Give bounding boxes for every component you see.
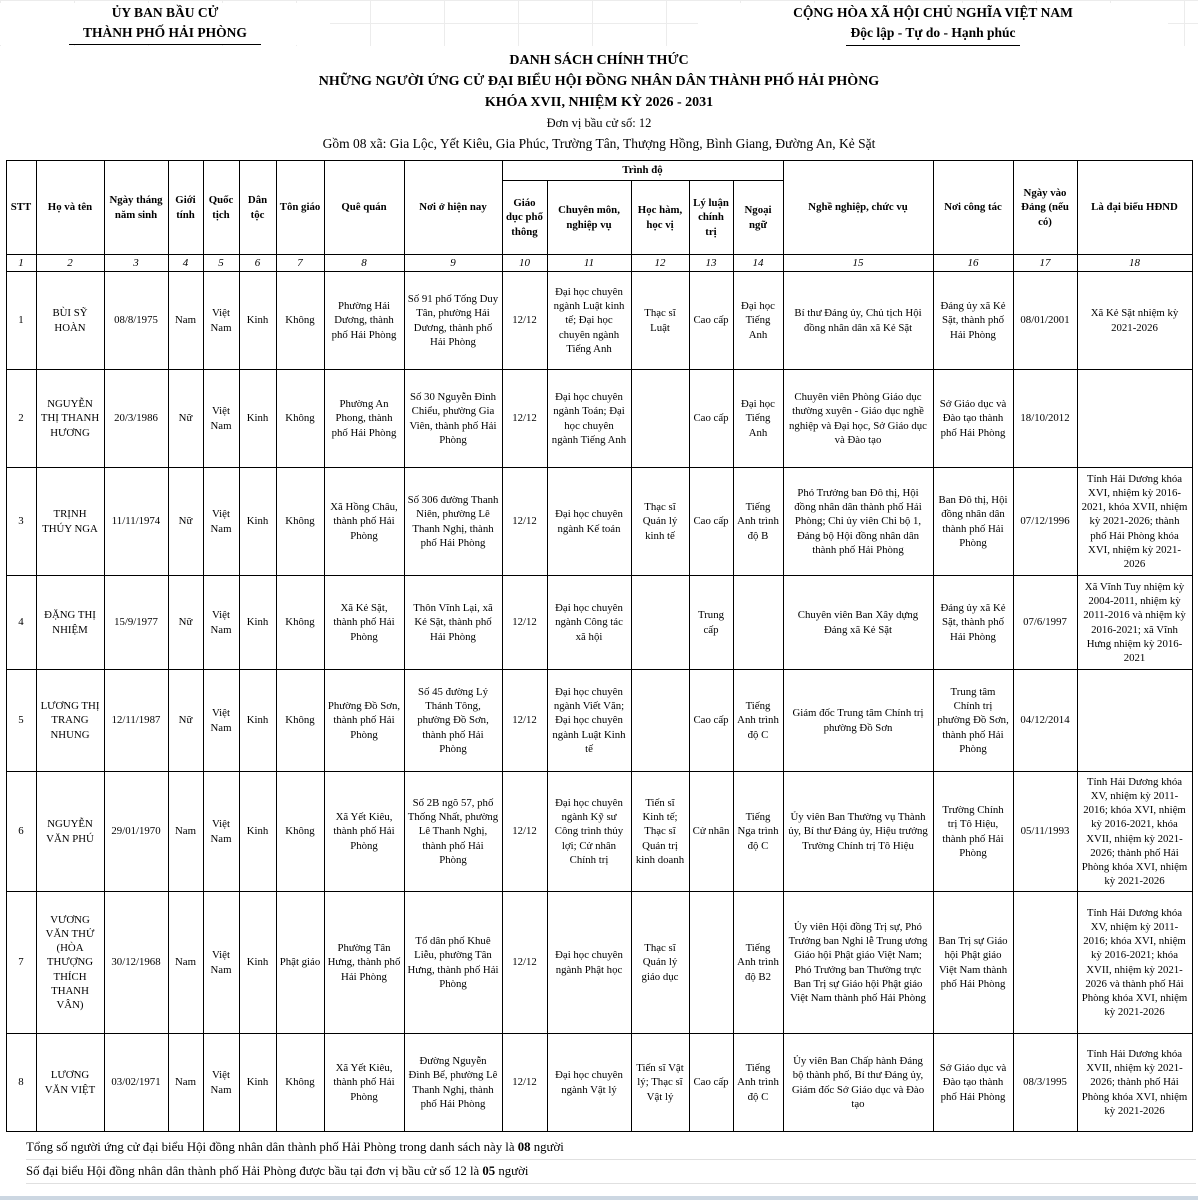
top-header <box>0 0 1198 46</box>
table-cell: Số 91 phố Tống Duy Tân, phường Hải Dương, thành phố Hải Phòng <box>404 272 502 370</box>
table-cell: Cao cấp <box>689 272 733 370</box>
table-cell <box>1013 892 1077 1034</box>
table-cell: 8 <box>6 1034 36 1132</box>
national-motto-block <box>698 3 1168 46</box>
column-header-dob: Ngày tháng năm sinh <box>104 161 168 255</box>
table-cell: 12/12 <box>502 272 547 370</box>
table-cell: Không <box>276 772 324 892</box>
title-line3: KHÓA XVII, NHIỆM KỲ 2026 - 2031 <box>484 95 714 110</box>
table-cell: Tiến sĩ Vật lý; Thạc sĩ Vật lý <box>631 1034 689 1132</box>
table-cell: Bí thư Đảng ủy, Chủ tịch Hội đồng nhân dân xã Kẻ Sặt <box>783 272 933 370</box>
table-cell: 29/01/1970 <box>104 772 168 892</box>
summary-footer <box>0 1132 1198 1184</box>
elected-delegates-count: 05 <box>482 1164 496 1178</box>
org-name-text: THÀNH PHỐ HẢI PHÒNG <box>83 25 247 40</box>
table-cell: Đại học chuyên ngành Kỹ sư Công trình thủy lợi; Cử nhân Chính trị <box>547 772 631 892</box>
table-cell: Kinh <box>239 670 276 772</box>
table-cell: 03/02/1971 <box>104 1034 168 1132</box>
table-cell: Tiếng Anh trình độ B <box>733 468 783 576</box>
column-header-specialty: Chuyên môn, nghiệp vụ <box>547 181 631 255</box>
table-cell: Thạc sĩ Quản lý giáo dục <box>631 892 689 1034</box>
column-number: 7 <box>276 255 324 272</box>
table-cell: 12/12 <box>502 670 547 772</box>
column-header-delegate: Là đại biểu HĐND <box>1077 161 1192 255</box>
table-cell: Đại học chuyên ngành Kế toán <box>547 468 631 576</box>
table-cell: Việt Nam <box>203 670 239 772</box>
table-cell: 12/12 <box>502 468 547 576</box>
table-cell: Ủy viên Ban Chấp hành Đảng bộ thành phố, Bí thư Đảng ủy, Giám đốc Sở Giáo dục và Đào tạo <box>783 1034 933 1132</box>
title-line2: NHỮNG NGƯỜI ỨNG CỬ ĐẠI BIỂU HỘI ĐỒNG NHÂN DÂN THÀNH PHỐ HẢI PHÒNG <box>318 74 880 89</box>
table-cell: 08/8/1975 <box>104 272 168 370</box>
table-cell: 12/11/1987 <box>104 670 168 772</box>
table-cell: Chuyên viên Ban Xây dựng Đảng xã Kẻ Sặt <box>783 576 933 670</box>
table-cell: 08/3/1995 <box>1013 1034 1077 1132</box>
table-cell: 04/12/2014 <box>1013 670 1077 772</box>
column-number: 6 <box>239 255 276 272</box>
table-cell: 07/12/1996 <box>1013 468 1077 576</box>
column-number: 2 <box>36 255 104 272</box>
national-motto-text: Độc lập - Tự do - Hạnh phúc <box>846 23 1019 46</box>
table-cell: Thạc sĩ Quản lý kinh tế <box>631 468 689 576</box>
table-cell <box>631 370 689 468</box>
org-name-line2 <box>0 23 330 45</box>
table-cell: Nữ <box>168 468 203 576</box>
header-group-row <box>6 161 1192 181</box>
table-cell: Nữ <box>168 670 203 772</box>
column-number: 8 <box>324 255 404 272</box>
table-cell: 1 <box>6 272 36 370</box>
table-cell: Cao cấp <box>689 468 733 576</box>
column-number: 17 <box>1013 255 1077 272</box>
org-name-line1: ỦY BAN BẦU CỬ <box>111 5 219 20</box>
column-header-hometown: Quê quán <box>324 161 404 255</box>
column-number: 13 <box>689 255 733 272</box>
column-number: 11 <box>547 255 631 272</box>
table-cell: Nữ <box>168 370 203 468</box>
table-cell: Thôn Vĩnh Lại, xã Kẻ Sặt, thành phố Hải Phòng <box>404 576 502 670</box>
table-cell: Nữ <box>168 576 203 670</box>
table-cell: LƯƠNG VĂN VIỆT <box>36 1034 104 1132</box>
table-cell: Trung tâm Chính trị phường Đồ Sơn, thành phố Hải Phòng <box>933 670 1013 772</box>
table-row <box>6 468 1192 576</box>
table-cell: Nam <box>168 272 203 370</box>
column-number: 1 <box>6 255 36 272</box>
table-cell: Xã Kẻ Sặt nhiệm kỳ 2021-2026 <box>1077 272 1192 370</box>
table-cell: 6 <box>6 772 36 892</box>
table-cell: Đại học chuyên ngành Phật học <box>547 892 631 1034</box>
table-cell: Kinh <box>239 772 276 892</box>
table-cell: 18/10/2012 <box>1013 370 1077 468</box>
table-cell: Số 45 đường Lý Thánh Tông, phường Đồ Sơn, thành phố Hải Phòng <box>404 670 502 772</box>
underline-divider <box>69 43 260 45</box>
table-cell: Xã Yết Kiêu, thành phố Hải Phòng <box>324 772 404 892</box>
table-row <box>6 576 1192 670</box>
total-candidates-text: Tổng số người ứng cử đại biểu Hội đồng nhân dân thành phố Hải Phòng trong danh sách này là <box>26 1140 518 1154</box>
column-number: 5 <box>203 255 239 272</box>
column-header-residence: Nơi ở hiện nay <box>404 161 502 255</box>
table-cell: Đường Nguyễn Đình Bể, phường Lê Thanh Nghị, thành phố Hải Phòng <box>404 1034 502 1132</box>
table-cell: Phật giáo <box>276 892 324 1034</box>
table-cell: NGUYỄN THỊ THANH HƯƠNG <box>36 370 104 468</box>
table-cell <box>689 892 733 1034</box>
table-cell: Việt Nam <box>203 892 239 1034</box>
table-cell: Tiếng Anh trình độ C <box>733 1034 783 1132</box>
national-motto <box>698 23 1168 46</box>
table-cell: Trung cấp <box>689 576 733 670</box>
table-cell: Đại học chuyên ngành Viết Văn; Đại học chuyên ngành Luật Kinh tế <box>547 670 631 772</box>
table-cell: VƯƠNG VĂN THỬ (HÒA THƯỢNG THÍCH THANH VÂN) <box>36 892 104 1034</box>
table-cell: Số 2B ngõ 57, phố Thống Nhất, phường Lê Thanh Nghị, thành phố Hải Phòng <box>404 772 502 892</box>
table-cell: Không <box>276 370 324 468</box>
table-cell: Không <box>276 272 324 370</box>
table-cell: Tỉnh Hải Dương khóa XVI, nhiệm kỳ 2016-2021, khóa XVII, nhiệm kỳ 2021-2026; thành phố Hải Phòng khóa XVI, nhiệm kỳ 2021-2026 <box>1077 468 1192 576</box>
column-number: 14 <box>733 255 783 272</box>
column-number: 10 <box>502 255 547 272</box>
table-cell: Kinh <box>239 1034 276 1132</box>
column-header-foreign-language: Ngoại ngữ <box>733 181 783 255</box>
table-cell: 07/6/1997 <box>1013 576 1077 670</box>
table-cell: 12/12 <box>502 892 547 1034</box>
total-candidates-line: Tổng số người ứng cử đại biểu Hội đồng nhân dân thành phố Hải Phòng trong danh sách này là 08 người <box>26 1136 1196 1160</box>
table-cell: Thạc sĩ Luật <box>631 272 689 370</box>
table-cell: Kinh <box>239 892 276 1034</box>
table-cell: Nam <box>168 892 203 1034</box>
table-cell: Đại học chuyên ngành Công tác xã hội <box>547 576 631 670</box>
column-header-party-date: Ngày vào Đảng (nếu có) <box>1013 161 1077 255</box>
table-row <box>6 272 1192 370</box>
table-cell: Nam <box>168 1034 203 1132</box>
table-cell: Xã Yết Kiêu, thành phố Hải Phòng <box>324 1034 404 1132</box>
table-row <box>6 772 1192 892</box>
column-header-workplace: Nơi công tác <box>933 161 1013 255</box>
table-cell: Nam <box>168 772 203 892</box>
table-cell: LƯƠNG THỊ TRANG NHUNG <box>36 670 104 772</box>
table-cell: Tỉnh Hải Dương khóa XV, nhiệm kỳ 2011-2016; khóa XVI, nhiệm kỳ 2016-2021; khóa XVII, nhiệm kỳ 2021-2026 và thành phố Hải Phòng khóa XVI, nhiệm kỳ 2021-2026 <box>1077 892 1192 1034</box>
table-cell: Việt Nam <box>203 576 239 670</box>
table-cell: Cao cấp <box>689 1034 733 1132</box>
table-cell: ĐẶNG THỊ NHIỆM <box>36 576 104 670</box>
table-cell: BÙI SỸ HOÀN <box>36 272 104 370</box>
table-cell: Trường Chính trị Tô Hiệu, thành phố Hải Phòng <box>933 772 1013 892</box>
document-title-block <box>0 46 1198 154</box>
table-cell: Đại học chuyên ngành Luật kinh tế; Đại học chuyên ngành Tiếng Anh <box>547 272 631 370</box>
table-cell: Xã Vĩnh Tuy nhiệm kỳ 2004-2011, nhiệm kỳ 2011-2016 và nhiệm kỳ 2016-2021; xã Vĩnh Hưng nhiệm kỳ 2016-2021 <box>1077 576 1192 670</box>
table-cell: NGUYỄN VĂN PHÚ <box>36 772 104 892</box>
table-cell: 2 <box>6 370 36 468</box>
column-header-political-theory: Lý luận chính trị <box>689 181 733 255</box>
table-cell: Phường Đồ Sơn, thành phố Hải Phòng <box>324 670 404 772</box>
table-cell: 30/12/1968 <box>104 892 168 1034</box>
table-cell: Tiếng Anh trình độ B2 <box>733 892 783 1034</box>
column-header-name: Họ và tên <box>36 161 104 255</box>
column-group-trinh-do: Trình độ <box>502 161 783 181</box>
table-cell: Cao cấp <box>689 670 733 772</box>
table-cell: Tỉnh Hải Dương khóa XVII, nhiệm kỳ 2021-2026; thành phố Hải Phòng khóa XVI, nhiệm kỳ 2021-2026 <box>1077 1034 1192 1132</box>
table-cell: 05/11/1993 <box>1013 772 1077 892</box>
table-cell: Ủy viên Ban Thường vụ Thành ủy, Bí thư Đảng ủy, Hiệu trưởng Trường Chính trị Tô Hiệu <box>783 772 933 892</box>
table-cell: Số 306 đường Thanh Niên, phường Lê Thanh Nghị, thành phố Hải Phòng <box>404 468 502 576</box>
column-header-degree: Học hàm, học vị <box>631 181 689 255</box>
table-cell: Đại học chuyên ngành Vật lý <box>547 1034 631 1132</box>
table-cell: Không <box>276 1034 324 1132</box>
total-candidates-count: 08 <box>517 1140 531 1154</box>
table-cell: 12/12 <box>502 772 547 892</box>
elected-delegates-line: Số đại biểu Hội đồng nhân dân thành phố Hải Phòng được bầu tại đơn vị bầu cử số 12 là 05 người <box>26 1160 1196 1184</box>
table-cell: 12/12 <box>502 1034 547 1132</box>
header-number-row <box>6 255 1192 272</box>
table-cell: 4 <box>6 576 36 670</box>
column-number: 4 <box>168 255 203 272</box>
column-number: 3 <box>104 255 168 272</box>
column-header-religion: Tôn giáo <box>276 161 324 255</box>
table-cell: Đảng ủy xã Kẻ Sặt, thành phố Hải Phòng <box>933 272 1013 370</box>
table-cell: Kinh <box>239 576 276 670</box>
table-cell: Việt Nam <box>203 772 239 892</box>
table-cell: 20/3/1986 <box>104 370 168 468</box>
table-row <box>6 892 1192 1034</box>
column-header-nationality: Quốc tịch <box>203 161 239 255</box>
table-cell: Đại học Tiếng Anh <box>733 272 783 370</box>
table-cell: Việt Nam <box>203 1034 239 1132</box>
communes-list-line: Gồm 08 xã: Gia Lộc, Yết Kiêu, Gia Phúc, Trường Tân, Thượng Hồng, Bình Giang, Đường An, Kẻ Sặt <box>322 136 876 151</box>
table-cell: 3 <box>6 468 36 576</box>
election-unit-line: Đơn vị bầu cử số: 12 <box>546 116 652 130</box>
column-number: 18 <box>1077 255 1192 272</box>
table-cell: Việt Nam <box>203 370 239 468</box>
table-cell: Đại học chuyên ngành Toán; Đại học chuyên ngành Tiếng Anh <box>547 370 631 468</box>
column-header-occupation: Nghề nghiệp, chức vụ <box>783 161 933 255</box>
table-cell: Xã Hồng Châu, thành phố Hải Phòng <box>324 468 404 576</box>
table-cell: 11/11/1974 <box>104 468 168 576</box>
column-number: 12 <box>631 255 689 272</box>
table-cell: Không <box>276 670 324 772</box>
column-header-education: Giáo dục phổ thông <box>502 181 547 255</box>
table-cell: Kinh <box>239 468 276 576</box>
table-cell: Không <box>276 468 324 576</box>
table-cell: Sở Giáo dục và Đào tạo thành phố Hải Phòng <box>933 370 1013 468</box>
table-cell: Giám đốc Trung tâm Chính trị phường Đồ Sơn <box>783 670 933 772</box>
table-cell: Đảng ủy xã Kẻ Sặt, thành phố Hải Phòng <box>933 576 1013 670</box>
table-cell <box>733 576 783 670</box>
elected-delegates-text: Số đại biểu Hội đồng nhân dân thành phố Hải Phòng được bầu tại đơn vị bầu cử số 12 là <box>26 1164 483 1178</box>
table-cell: Ủy viên Hội đồng Trị sự, Phó Trưởng ban Nghi lễ Trung ương Giáo hội Phật giáo Việt Nam; Phó Trưởng ban Thường trực Ban Trị sự Giáo hội Phật giáo Việt Nam thành phố Hải Phòng <box>783 892 933 1034</box>
table-cell: Sở Giáo dục và Đào tạo thành phố Hải Phòng <box>933 1034 1013 1132</box>
table-row <box>6 1034 1192 1132</box>
table-cell: Phường An Phong, thành phố Hải Phòng <box>324 370 404 468</box>
table-cell: Không <box>276 576 324 670</box>
table-body <box>6 272 1192 1132</box>
table-cell: Phó Trưởng ban Đô thị, Hội đồng nhân dân thành phố Hải Phòng; Chi ủy viên Chi bộ 1, Đảng bộ Hội đồng nhân dân thành phố Hải Phòng <box>783 468 933 576</box>
table-cell: TRỊNH THÚY NGA <box>36 468 104 576</box>
table-cell: Tỉnh Hải Dương khóa XV, nhiệm kỳ 2011-2016; khóa XVI, nhiệm kỳ 2016-2021, khóa XVII, nhiệm kỳ 2021-2026; thành phố Hải Phòng khóa XVI, nhiệm kỳ 2021-2026 <box>1077 772 1192 892</box>
table-cell: Tổ dân phố Khuê Liễu, phường Tân Hưng, thành phố Hải Phòng <box>404 892 502 1034</box>
table-cell: 12/12 <box>502 370 547 468</box>
table-cell: 5 <box>6 670 36 772</box>
table-cell: Phường Hải Dương, thành phố Hải Phòng <box>324 272 404 370</box>
table-cell: 15/9/1977 <box>104 576 168 670</box>
table-cell: Tiếng Anh trình độ C <box>733 670 783 772</box>
table-cell: Kinh <box>239 272 276 370</box>
table-cell: Phường Tân Hưng, thành phố Hải Phòng <box>324 892 404 1034</box>
table-cell: 08/01/2001 <box>1013 272 1077 370</box>
table-row <box>6 370 1192 468</box>
table-cell: Số 30 Nguyễn Đình Chiểu, phường Gia Viên, thành phố Hải Phòng <box>404 370 502 468</box>
table-cell: Việt Nam <box>203 468 239 576</box>
table-cell: Chuyên viên Phòng Giáo dục thường xuyên - Giáo dục nghề nghiệp và Đại học, Sở Giáo dục và Đào tạo <box>783 370 933 468</box>
national-title: CỘNG HÒA XÃ HỘI CHỦ NGHĨA VIỆT NAM <box>793 5 1073 20</box>
table-cell: Đại học Tiếng Anh <box>733 370 783 468</box>
column-number: 9 <box>404 255 502 272</box>
window-bottom-edge <box>0 1196 1198 1200</box>
column-header-stt: STT <box>6 161 36 255</box>
column-header-gender: Giới tính <box>168 161 203 255</box>
table-cell: Ban Trị sự Giáo hội Phật giáo Việt Nam thành phố Hải Phòng <box>933 892 1013 1034</box>
table-cell: Cử nhân <box>689 772 733 892</box>
column-header-ethnicity: Dân tộc <box>239 161 276 255</box>
table-cell: 12/12 <box>502 576 547 670</box>
table-cell: 7 <box>6 892 36 1034</box>
column-number: 16 <box>933 255 1013 272</box>
issuing-authority-block <box>0 3 330 45</box>
table-cell <box>1077 670 1192 772</box>
table-row <box>6 670 1192 772</box>
table-cell: Cao cấp <box>689 370 733 468</box>
table-cell: Kinh <box>239 370 276 468</box>
table-cell <box>1077 370 1192 468</box>
title-line1: DANH SÁCH CHÍNH THỨC <box>509 53 689 68</box>
table-cell: Ban Đô thị, Hội đồng nhân dân thành phố Hải Phòng <box>933 468 1013 576</box>
column-number: 15 <box>783 255 933 272</box>
table-cell: Việt Nam <box>203 272 239 370</box>
table-cell <box>631 670 689 772</box>
table-cell: Tiến sĩ Kinh tế; Thạc sĩ Quản trị kinh doanh <box>631 772 689 892</box>
candidates-table <box>6 160 1193 1132</box>
table-cell: Xã Kẻ Sặt, thành phố Hải Phòng <box>324 576 404 670</box>
table-cell: Tiếng Nga trình độ C <box>733 772 783 892</box>
table-cell <box>631 576 689 670</box>
